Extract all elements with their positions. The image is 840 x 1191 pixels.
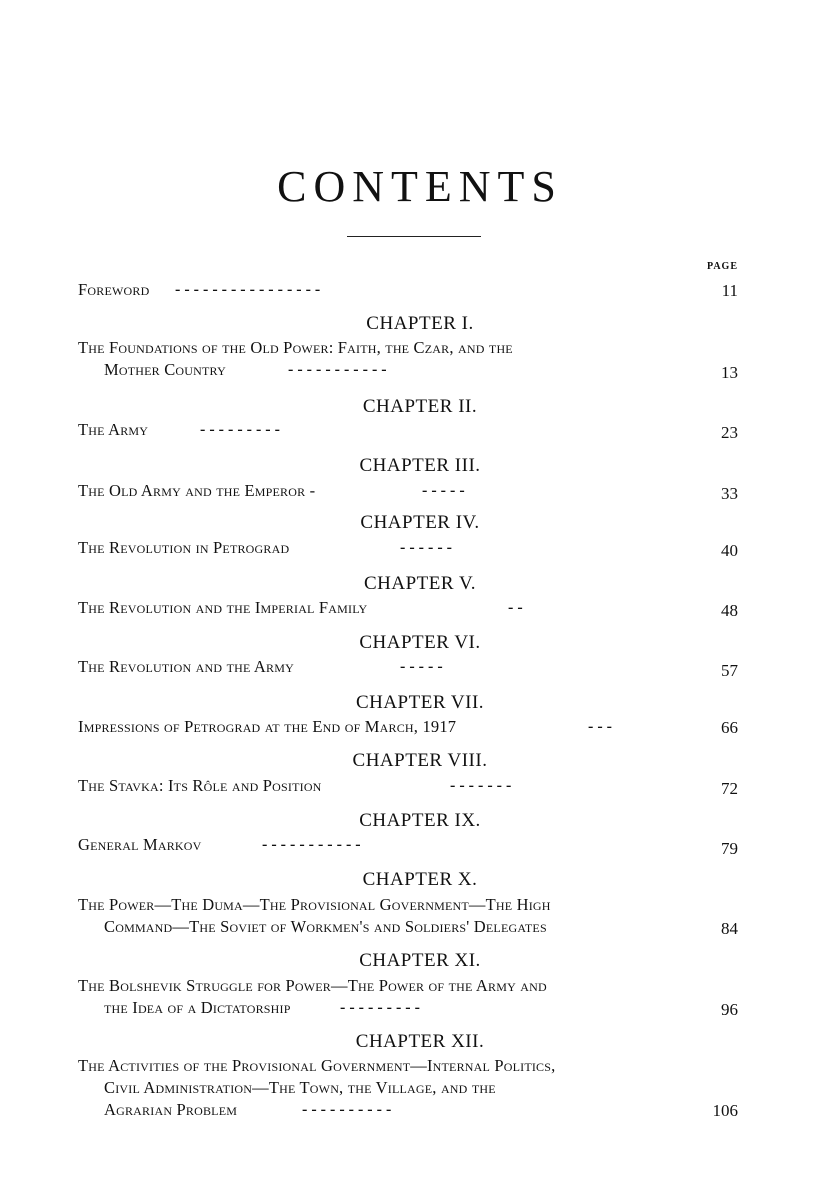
page-title: CONTENTS [277, 162, 563, 211]
chapter-heading: CHAPTER IX. [359, 810, 481, 831]
page-number: 96 [721, 1000, 738, 1019]
dot-leader: - - - - - - - - - [200, 421, 280, 438]
dot-leader: - - - - - - - - - [340, 999, 420, 1016]
chapter-heading: CHAPTER III. [359, 455, 481, 476]
toc-entry-title: Mother Country [104, 360, 226, 379]
page-number: 72 [721, 779, 738, 798]
toc-entry-title: The Revolution and the Army [78, 657, 294, 676]
toc-entry-title: Agrarian Problem [104, 1100, 238, 1119]
dot-leader: - - - - - [400, 658, 443, 675]
title-rule [347, 236, 481, 237]
toc-entry-title: The Bolshevik Struggle for Power—The Power of the Army and [78, 976, 547, 995]
dot-leader: - - - - - - - [450, 777, 512, 794]
toc-entry-title: The Old Army and the Emperor - [78, 481, 316, 500]
page-number: 40 [721, 541, 738, 560]
dot-leader: - - - [588, 718, 612, 735]
chapter-heading: CHAPTER VII. [355, 692, 485, 713]
toc-entry-title: General Markov [78, 835, 202, 854]
page-column-label: PAGE [706, 261, 738, 272]
dot-leader: - - - - - - - - - - [302, 1101, 392, 1118]
toc-entry-title: The Power—The Duma—The Provisional Government—The High [78, 895, 551, 914]
chapter-heading: CHAPTER VIII. [352, 750, 488, 771]
page-number: 13 [721, 363, 738, 382]
toc-entry-title: The Activities of the Provisional Government—Internal Politics, [78, 1056, 556, 1075]
toc-entry-title: The Revolution in Petrograd [78, 538, 290, 557]
dot-leader: - - - - - - - - - - - - - - - - [175, 281, 321, 298]
page-number: 66 [721, 718, 738, 737]
page-number: 23 [721, 423, 738, 442]
page-number: 79 [721, 839, 738, 858]
page-number: 106 [712, 1101, 738, 1120]
toc-entry-title: The Army [78, 420, 149, 439]
chapter-heading: CHAPTER XI. [359, 950, 481, 971]
toc-entry-title: The Revolution and the Imperial Family [78, 598, 368, 617]
chapter-heading: CHAPTER II. [362, 396, 478, 417]
toc-entry-title: Impressions of Petrograd at the End of March, 1917 [78, 717, 457, 736]
chapter-heading: CHAPTER I. [366, 313, 474, 334]
page-number: 11 [721, 281, 738, 300]
toc-entry-title: The Foundations of the Old Power: Faith, the Czar, and the [78, 338, 513, 357]
chapter-heading: CHAPTER VI. [359, 632, 481, 653]
toc-entry-title: Command—The Soviet of Workmen's and Soldiers' Delegates [104, 917, 547, 936]
chapter-heading: CHAPTER XII. [355, 1031, 485, 1052]
dot-leader: - - - - - - - - - - - [288, 361, 387, 378]
dot-leader: - - - - - [422, 482, 465, 499]
toc-entry-title: Civil Administration—The Town, the Village, and the [104, 1078, 496, 1097]
dot-leader: - - - - - - - - - - - [262, 836, 361, 853]
page-number: 57 [721, 661, 738, 680]
toc-entry-title: the Idea of a Dictatorship [104, 998, 291, 1017]
toc-entry-title: Foreword [78, 280, 150, 299]
toc-entry-title: The Stavka: Its Rôle and Position [78, 776, 322, 795]
chapter-heading: CHAPTER X. [362, 869, 478, 890]
chapter-heading: CHAPTER IV. [360, 512, 480, 533]
page-number: 48 [721, 601, 738, 620]
page-number: 84 [721, 919, 738, 938]
page-number: 33 [721, 484, 738, 503]
chapter-heading: CHAPTER V. [364, 573, 476, 594]
dot-leader: - - - - - - [400, 539, 452, 556]
dot-leader: - - [508, 599, 523, 616]
